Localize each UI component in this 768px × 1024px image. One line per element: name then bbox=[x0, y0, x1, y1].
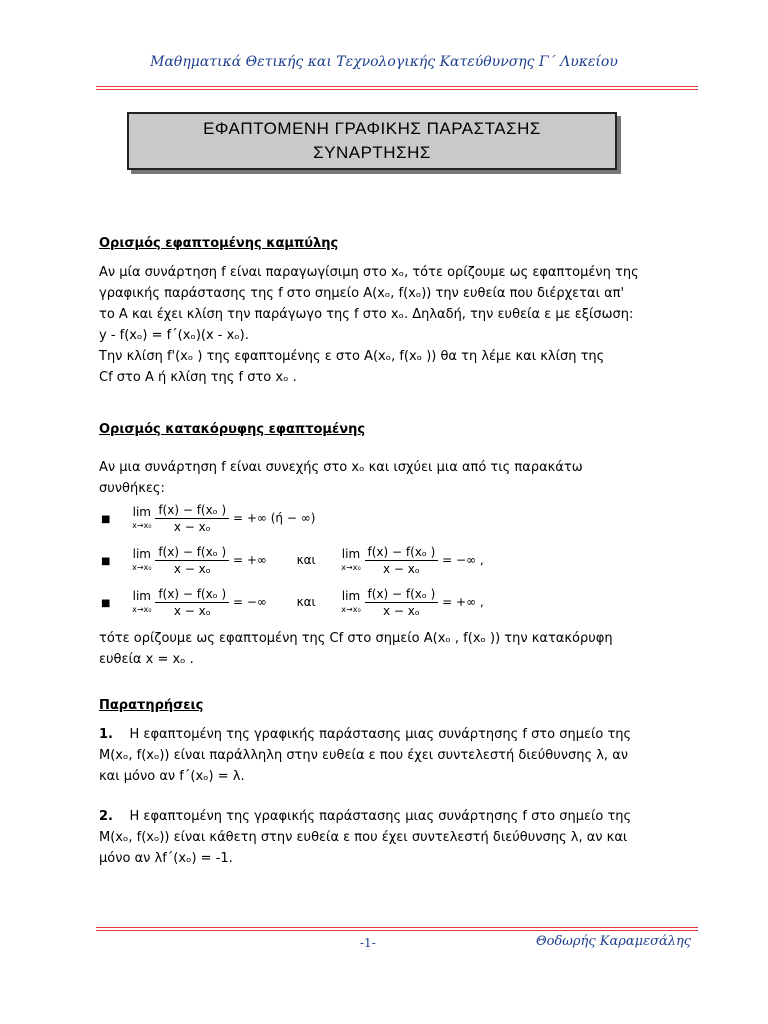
bullet-icon: ■ bbox=[101, 598, 111, 609]
footer-rule-2 bbox=[96, 930, 698, 931]
author-name: Θοδωρής Καραμεσάλης bbox=[536, 934, 692, 949]
bullet-icon: ■ bbox=[101, 556, 111, 567]
limit-operator: lim x→x₀ bbox=[132, 588, 152, 614]
and-word: και bbox=[296, 553, 316, 567]
remark-1-line: Η εφαπτομένη της γραφικής παράστασης μιας συνάρτησης f στο σημείο της bbox=[129, 727, 632, 742]
section1-line: Την κλίση f'(xₒ ) της εφαπτομένης ε στο A(xₒ, f(xₒ )) θα τη λέμε και κλίση της bbox=[99, 349, 605, 364]
condition-3-rhs-a: = −∞ bbox=[233, 595, 267, 609]
remark-1-line: και μόνο αν f΄(xₒ) = λ. bbox=[99, 769, 245, 784]
section1-body bbox=[99, 262, 699, 388]
section-heading-tangent-definition: Ορισμός εφαπτομένης καμπύλης bbox=[99, 236, 339, 251]
document-title-line1: ΕΦΑΠΤΟΜΕΝΗ ΓΡΑΦΙΚΗΣ ΠΑΡΑΣΤΑΣΗΣ bbox=[203, 119, 541, 138]
section-heading-vertical-tangent: Ορισμός κατακόρυφης εφαπτομένης bbox=[99, 422, 366, 437]
limit-operator: lim x→x₀ bbox=[132, 546, 152, 572]
section2-outro-line: ευθεία x = xₒ . bbox=[99, 652, 194, 667]
page-number: -1- bbox=[360, 936, 376, 950]
section2-intro-line: συνθήκες: bbox=[99, 481, 165, 496]
and-word: και bbox=[296, 595, 316, 609]
remark-2-line: μόνο αν λf΄(xₒ) = -1. bbox=[99, 851, 233, 866]
condition-3-rhs-b: = +∞ , bbox=[442, 595, 484, 609]
difference-quotient: $\frac{\text{f(x) − f(xₒ )}}{\text{x − xₒ}}$ bbox=[155, 544, 229, 577]
section2-outro-line: τότε ορίζουμε ως εφαπτομένη της Cf στο σημείο A(xₒ , f(xₒ )) την κατακόρυφη bbox=[99, 631, 613, 646]
header-rule bbox=[96, 86, 698, 87]
page-header-title: Μαθηματικά Θετικής και Τεχνολογικής Κατεύθυνσης Γ΄ Λυκείου bbox=[150, 54, 618, 70]
section1-line: Αν μία συνάρτηση f είναι παραγωγίσιμη στο xₒ, τότε ορίζουμε ως εφαπτομένη της bbox=[99, 265, 639, 280]
difference-quotient: $\frac{\text{f(x) − f(xₒ )}}{\text{x − xₒ}}$ bbox=[365, 586, 439, 619]
remark-1-line: Μ(xₒ, f(xₒ)) είναι παράλληλη στην ευθεία ε που έχει συντελεστή διεύθυνσης λ, αν bbox=[99, 748, 629, 763]
remark-2 bbox=[99, 806, 699, 869]
section1-line: Cf στο A ή κλίση της f στο xₒ . bbox=[99, 370, 297, 385]
limit-operator: lim x→x₀ bbox=[132, 504, 152, 530]
limit-operator: lim x→x₀ bbox=[341, 546, 361, 572]
section-heading-remarks: Παρατηρήσεις bbox=[99, 698, 204, 713]
condition-1 bbox=[101, 502, 315, 535]
difference-quotient: $\frac{\text{f(x) − f(xₒ )}}{\text{x − xₒ}}$ bbox=[155, 586, 229, 619]
section2-outro bbox=[99, 628, 699, 670]
condition-3 bbox=[101, 586, 484, 619]
header-rule-2 bbox=[96, 89, 698, 90]
section2-intro bbox=[99, 457, 699, 499]
remark-2-line: Μ(xₒ, f(xₒ)) είναι κάθετη στην ευθεία ε που έχει συντελεστή διεύθυνσης λ, αν και bbox=[99, 830, 628, 845]
section1-line: γραφικής παράστασης της f στο σημείο A(xₒ, f(xₒ)) την ευθεία που διέρχεται απ' bbox=[99, 286, 625, 301]
document-title-box bbox=[127, 112, 617, 170]
footer-rule bbox=[96, 927, 698, 928]
section1-line: το A και έχει κλίση την παράγωγο της f στο xₒ. Δηλαδή, την ευθεία ε με εξίσωση: bbox=[99, 307, 634, 322]
condition-1-rhs: = +∞ (ή − ∞) bbox=[233, 511, 316, 525]
condition-2-rhs-b: = −∞ , bbox=[442, 553, 484, 567]
condition-2 bbox=[101, 544, 484, 577]
section1-line: y - f(xₒ) = f΄(xₒ)(x - xₒ). bbox=[99, 328, 249, 343]
difference-quotient: $\frac{\text{f(x) − f(xₒ )}}{\text{x − xₒ}}$ bbox=[155, 502, 229, 535]
bullet-icon: ■ bbox=[101, 514, 111, 525]
remark-1 bbox=[99, 724, 699, 787]
difference-quotient: $\frac{\text{f(x) − f(xₒ )}}{\text{x − xₒ}}$ bbox=[365, 544, 439, 577]
document-title-line2: ΣΥΝΑΡΤΗΣΗΣ bbox=[313, 143, 431, 162]
section2-intro-line: Αν μια συνάρτηση f είναι συνεχής στο xₒ και ισχύει μια από τις παρακάτω bbox=[99, 460, 583, 475]
remark-2-line: Η εφαπτομένη της γραφικής παράστασης μιας συνάρτησης f στο σημείο της bbox=[129, 809, 632, 824]
limit-operator: lim x→x₀ bbox=[341, 588, 361, 614]
remark-2-number: 2. bbox=[99, 809, 113, 824]
condition-2-rhs-a: = +∞ bbox=[233, 553, 267, 567]
remark-1-number: 1. bbox=[99, 727, 113, 742]
